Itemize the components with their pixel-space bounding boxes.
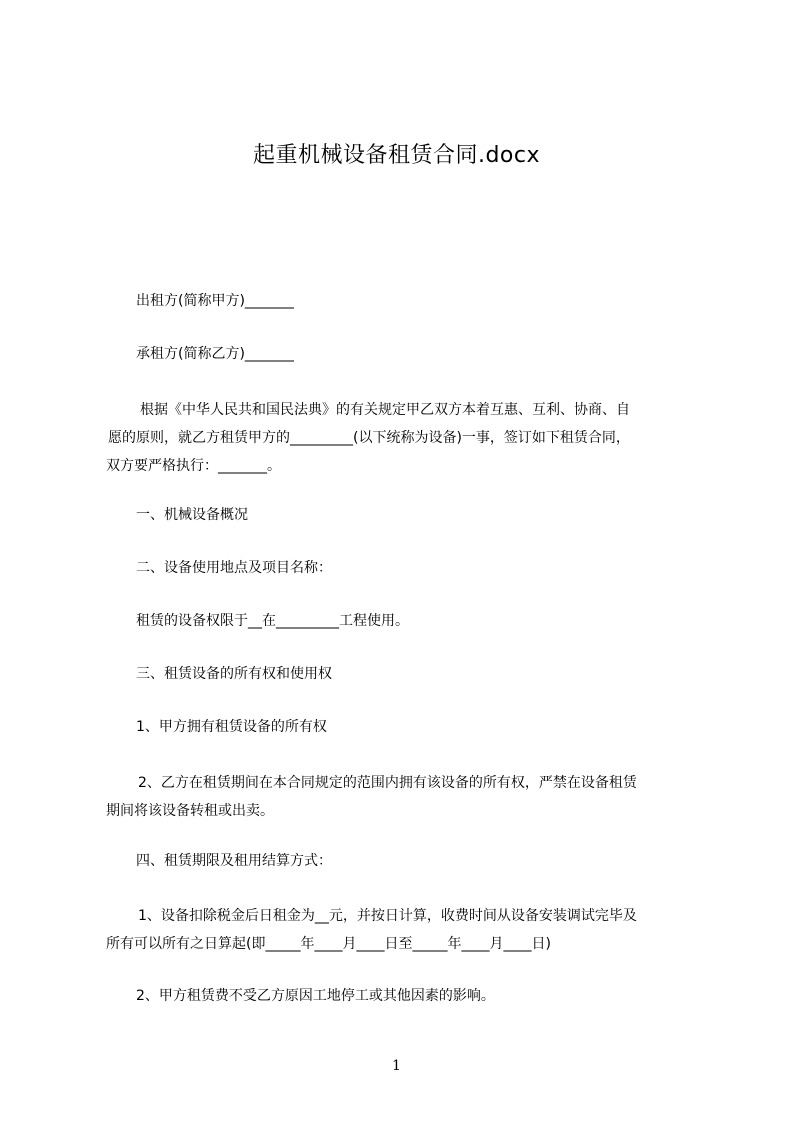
page-number: 1 [392, 1058, 401, 1074]
section-3-item-2-line-1: 2、乙方在租赁期间在本合同规定的范围内拥有该设备的所有权，严禁在设备租赁 [138, 775, 637, 791]
section-2-text: 租赁的设备权限于__在_________工程使用。 [136, 613, 409, 629]
section-heading-2: 二、设备使用地点及项目名称： [136, 560, 332, 576]
section-heading-3: 三、租赁设备的所有权和使用权 [136, 666, 332, 682]
section-3-item-1: 1、甲方拥有租赁设备的所有权 [136, 719, 327, 735]
section-3-item-2 [106, 769, 706, 825]
section-4-item-1 [106, 902, 706, 958]
intro-line-2: 愿的原则，就乙方租赁甲方的_________(以下统称为设备)一事，签订如下租赁合同， [108, 430, 630, 446]
section-4-item-1-line-2: 所有可以所有之日算起(即_____年____月____日至_____年____月____日) [106, 936, 551, 952]
intro-line-3: 双方要严格执行：_______。 [106, 458, 281, 474]
intro-paragraph [106, 396, 706, 480]
section-heading-1: 一、机械设备概况 [136, 507, 248, 523]
section-4-item-1-line-1: 1、设备扣除税金后日租金为__元，并按日计算，收费时间从设备安装调试完毕及 [138, 908, 637, 924]
lessor-line: 出租方(简称甲方)_______ [136, 293, 294, 309]
section-heading-4: 四、租赁期限及租用结算方式： [136, 853, 332, 869]
intro-line-1: 根据《中华人民共和国民法典》的有关规定甲乙双方本着互惠、互利、协商、自 [140, 402, 630, 418]
section-4-item-2: 2、甲方租赁费不受乙方原因工地停工或其他因素的影响。 [136, 988, 495, 1004]
lessee-line: 承租方(简称乙方)_______ [136, 346, 294, 362]
section-3-item-2-line-2: 期间将该设备转租或出卖。 [106, 803, 274, 819]
document-title: 起重机械设备租赁合同.docx [252, 143, 541, 168]
